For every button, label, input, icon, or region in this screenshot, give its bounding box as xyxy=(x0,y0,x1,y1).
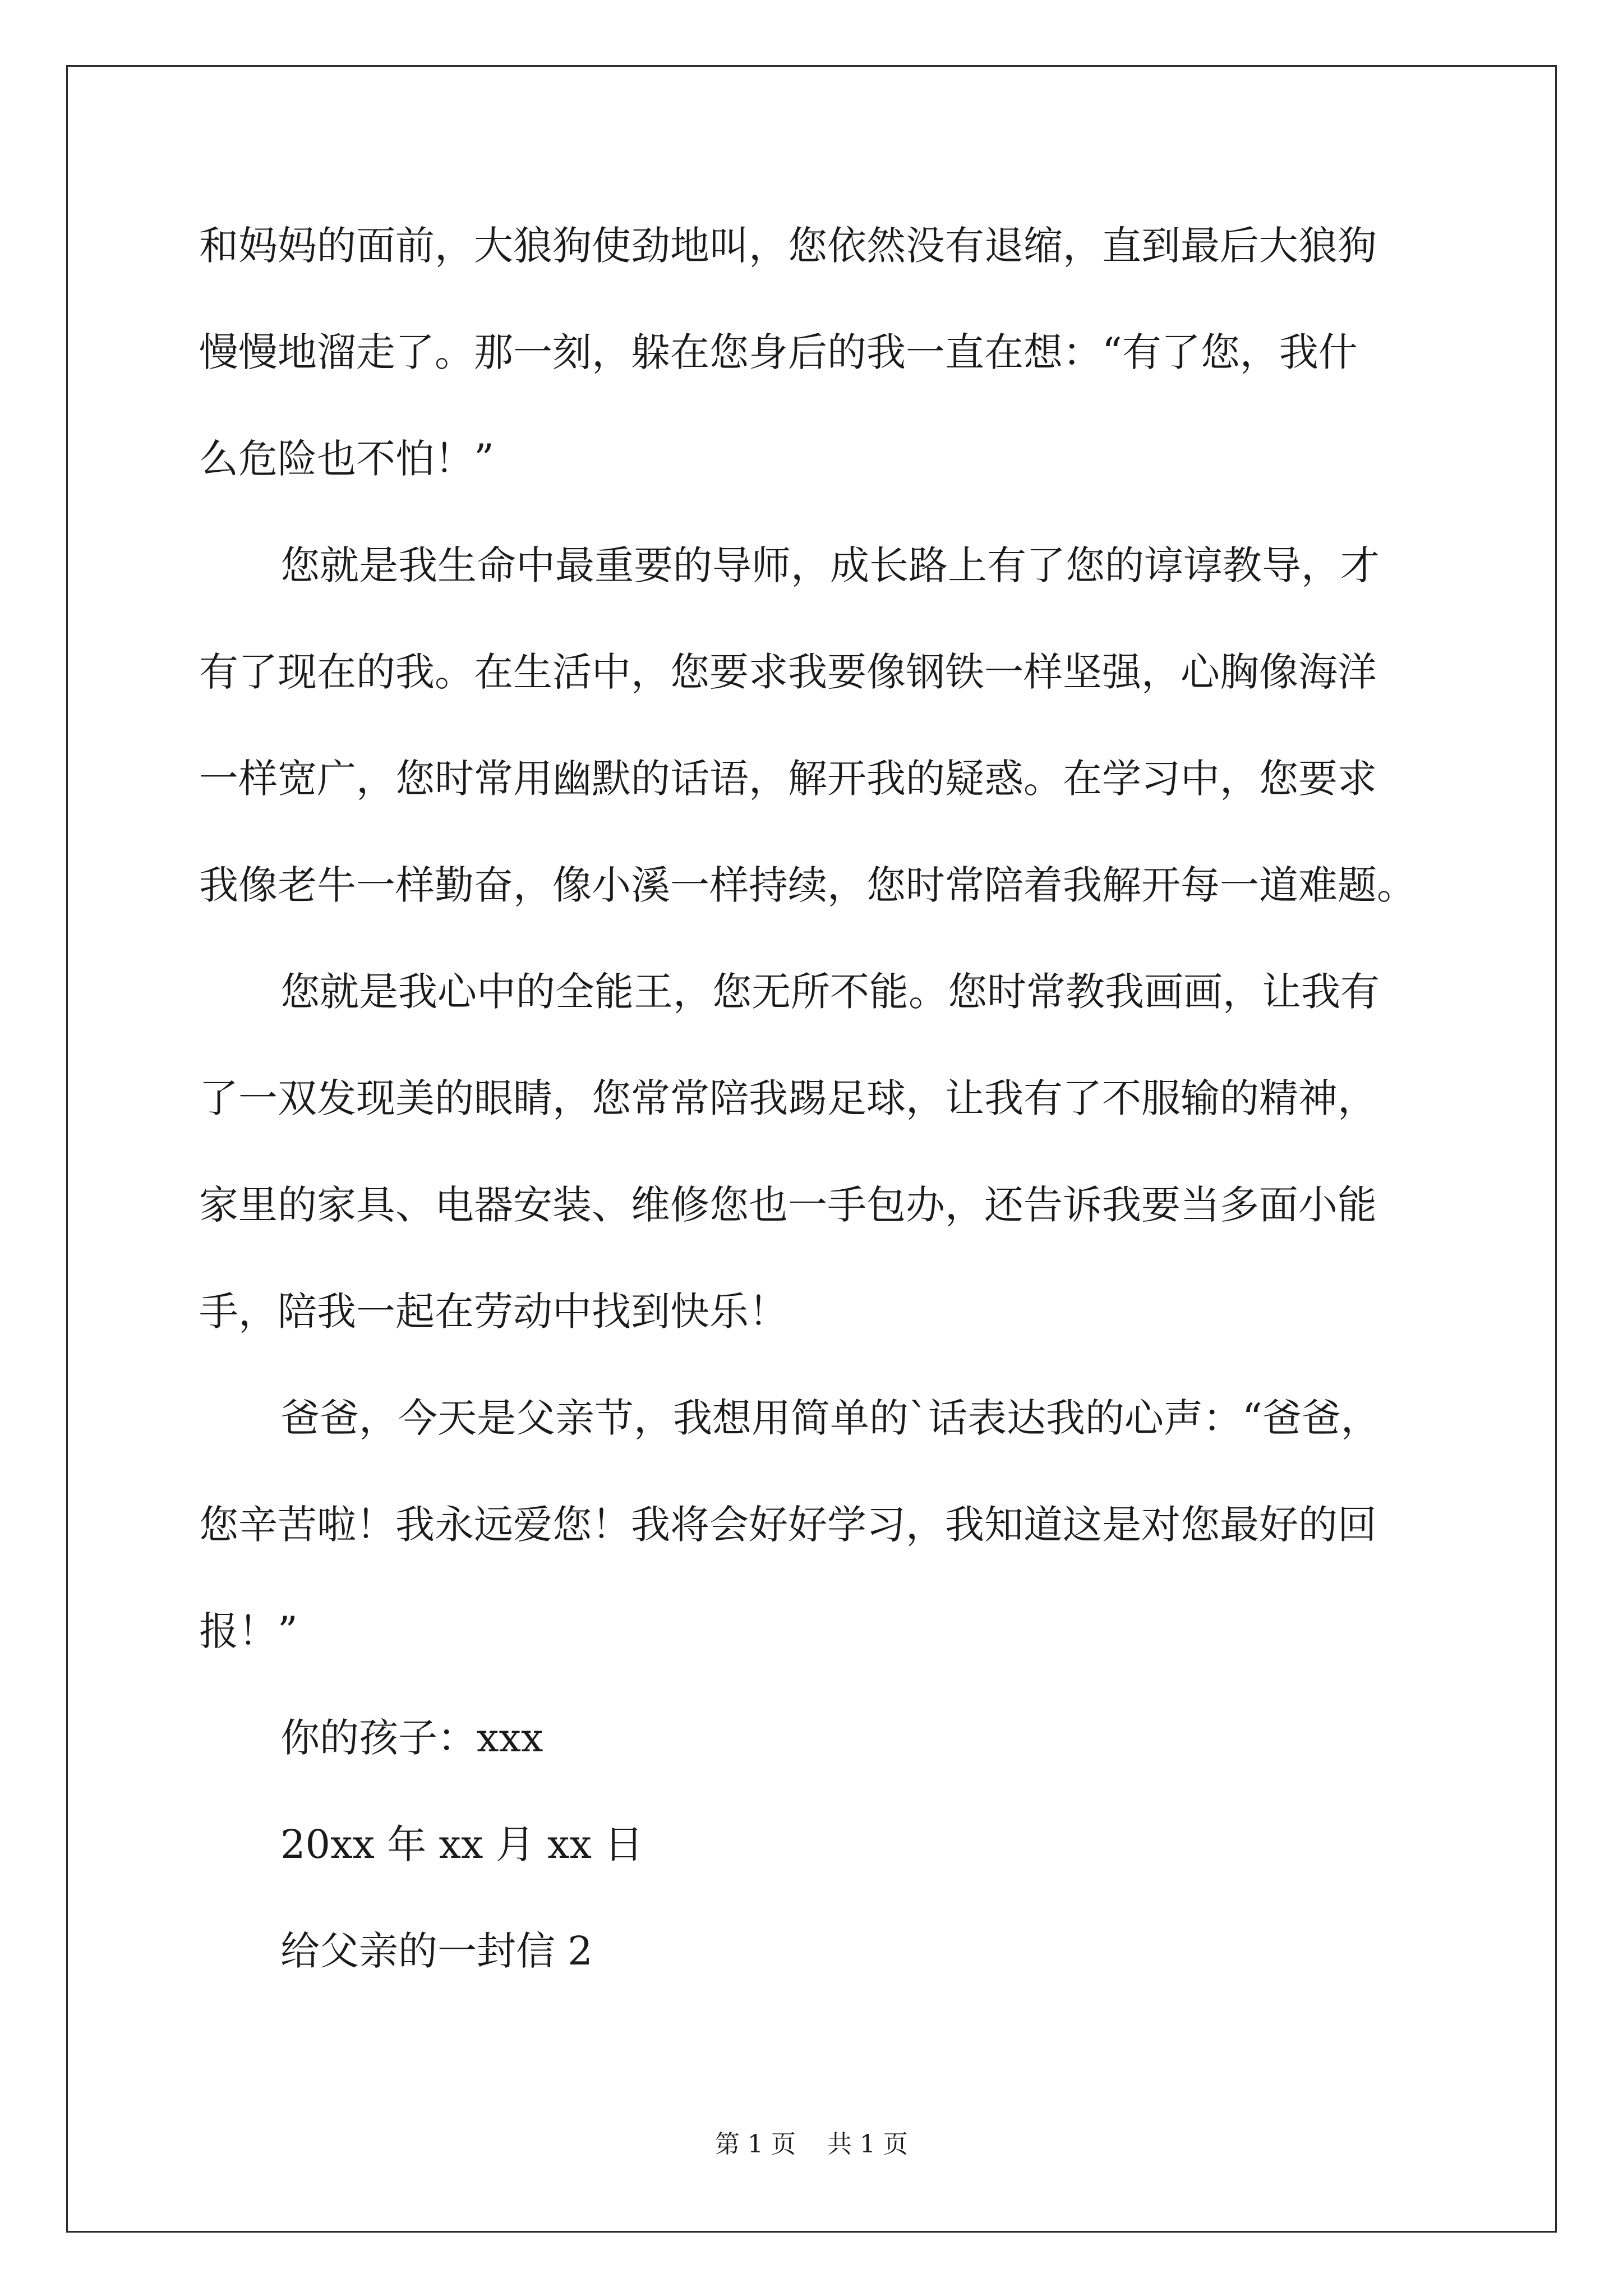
date-line: 20xx 年 xx 月 xx 日 xyxy=(280,1821,644,1867)
paragraph-line: 了一双发现美的眼睛，您常常陪我踢足球，让我有了不服输的精神， xyxy=(199,1075,1377,1121)
section-heading: 给父亲的一封信 2 xyxy=(280,1928,593,1974)
paragraph-line: 有了现在的我。在生活中，您要求我要像钢铁一样坚强，心胸像海洋 xyxy=(199,649,1377,695)
paragraph-line: 和妈妈的面前，大狼狗使劲地叫，您依然没有退缩，直到最后大狼狗 xyxy=(199,223,1377,269)
paragraph-line: 一样宽广，您时常用幽默的话语，解开我的疑惑。在学习中，您要求 xyxy=(199,756,1377,802)
paragraph-line: 我像老牛一样勤奋，像小溪一样持续，您时常陪着我解开每一道难题。 xyxy=(199,862,1416,908)
page-border xyxy=(66,65,1557,2233)
paragraph-line: 爸爸，今天是父亲节，我想用简单的`话表达我的心声：“爸爸， xyxy=(280,1395,1380,1441)
paragraph-line: 您就是我心中的全能王，您无所不能。您时常教我画画，让我有 xyxy=(280,969,1380,1015)
paragraph-line: 慢慢地溜走了。那一刻，躲在您身后的我一直在想：“有了您，我什 xyxy=(199,329,1358,375)
paragraph-line: 家里的家具、电器安装、维修您也一手包办，还告诉我要当多面小能 xyxy=(199,1182,1377,1228)
paragraph-line: 您就是我生命中最重要的导师，成长路上有了您的谆谆教导，才 xyxy=(280,542,1380,588)
paragraph-line: 手，陪我一起在劳动中找到快乐！ xyxy=(199,1289,788,1335)
page-number-footer: 第 1 页 共 1 页 xyxy=(715,2130,908,2159)
signature-line: 你的孩子：xxx xyxy=(280,1715,543,1761)
paragraph-line: 您辛苦啦！我永远爱您！我将会好好学习，我知道这是对您最好的回 xyxy=(199,1502,1377,1548)
paragraph-line: 报！” xyxy=(199,1608,298,1654)
paragraph-line: 么危险也不怕！” xyxy=(199,436,494,482)
